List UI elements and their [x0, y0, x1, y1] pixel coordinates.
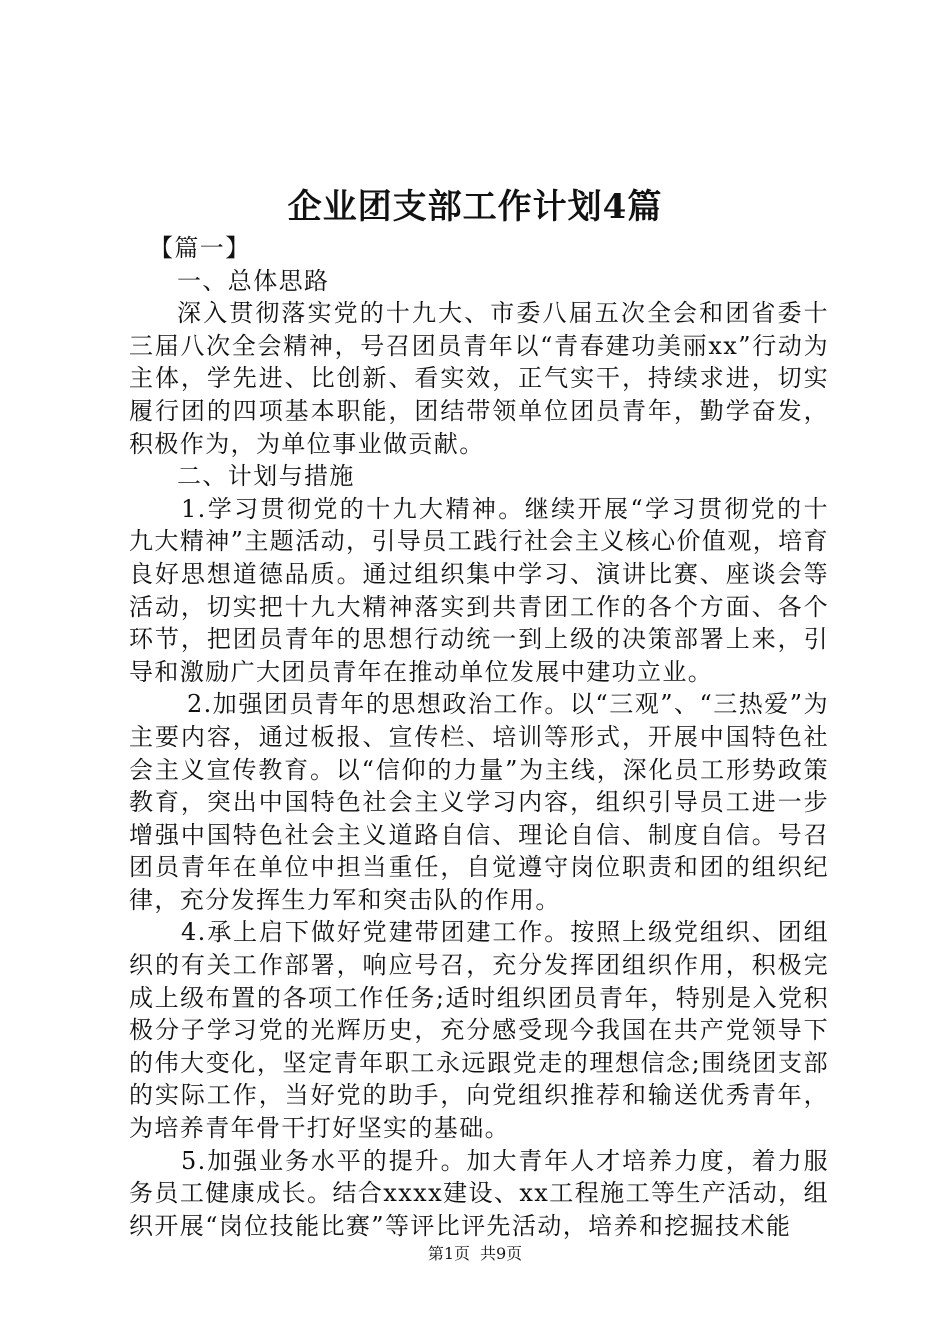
page-footer — [0, 1242, 950, 1266]
heading-plans-measures: 二、计划与措施 — [177, 462, 355, 491]
document-body — [129, 232, 829, 1242]
page-number: 第1页 — [427, 1244, 470, 1263]
document-title: 企业团支部工作计划4篇 — [287, 187, 663, 227]
paragraph-item-1: 1.学习贯彻党的十九大精神。继续开展“学习贯彻党的十九大精神”主题活动，引导员工践行社会主义核心价值观，培育良好思想道德品质。通过组织集中学习、演讲比赛、座谈会等活动，切实把十九大精神落实到共青团工作的各个方面、各个环节，把团员青年的思想行动统一到上级的决策部署上来，引导和激励广大团员青年在推动单位发展中建功立业。 — [129, 494, 829, 686]
section-marker: 【篇一】 — [149, 234, 251, 262]
heading-overall-approach: 一、总体思路 — [177, 266, 330, 295]
paragraph-item-4: 4.承上启下做好党建带团建工作。按照上级党组织、团组织的有关工作部署，响应号召，充分发挥团组织作用，积极完成上级布置的各项工作任务;适时组织团员青年，特别是入党积极分子学习党的光辉历史，充分感受现今我国在共产党领导下的伟大变化，坚定青年职工永远跟党走的理想信念;围绕团支部的实际工作，当好党的助手，向党组织推荐和输送优秀青年，为培养青年骨干打好坚实的基础。 — [129, 918, 829, 1143]
paragraph-overall-approach: 深入贯彻落实党的十九大、市委八届五次全会和团省委十三届八次全会精神，号召团员青年以“青春建功美丽xx”行动为主体，学先进、比创新、看实效，正气实干，持续求进，切实履行团的四项基本职能，团结带领单位团员青年，勤学奋发，积极作为，为单位事业做贡献。 — [129, 299, 829, 458]
page-total: 共9页 — [480, 1244, 523, 1263]
paragraph-item-2: 2.加强团员青年的思想政治工作。以“三观”、“三热爱”为主要内容，通过板报、宣传栏、培训等形式，开展中国特色社会主义宣传教育。以“信仰的力量”为主线，深化员工形势政策教育，突出中国特色社会主义学习内容，组织引导员工进一步增强中国特色社会主义道路自信、理论自信、制度自信。号召团员青年在单位中担当重任，自觉遵守岗位职责和团的组织纪律，充分发挥生力军和突击队的作用。 — [129, 690, 829, 914]
paragraph-item-5: 5.加强业务水平的提升。加大青年人才培养力度，着力服务员工健康成长。结合xxxx建设、xx工程施工等生产活动，组织开展“岗位技能比赛”等评比评先活动，培养和挖掘技术能 — [129, 1146, 829, 1240]
